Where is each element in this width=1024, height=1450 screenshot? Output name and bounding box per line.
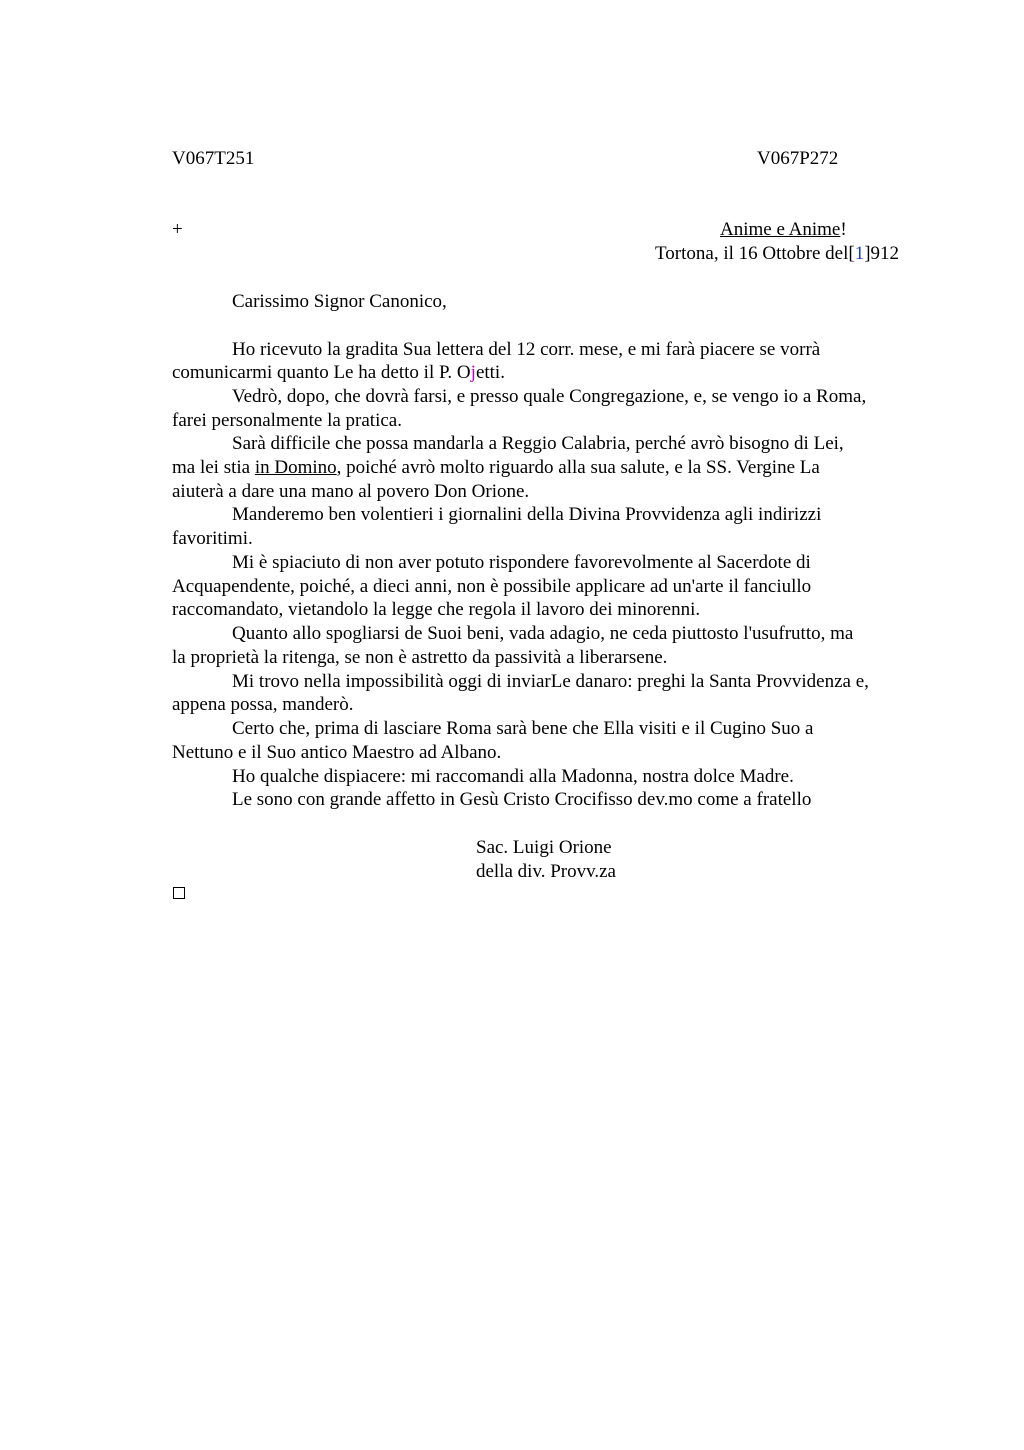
body-line: Mi trovo nella impossibilità oggi di inviarLe danaro: preghi la Santa Provvidenza e, [232, 671, 869, 692]
motto-underlined: Anime e Anime [720, 219, 841, 240]
body-line: Nettuno e il Suo antico Maestro ad Albano. [172, 742, 502, 763]
motto-exclamation: ! [840, 219, 847, 240]
motto [720, 218, 847, 242]
place-date [655, 242, 899, 266]
body-line: Ho qualche dispiacere: mi raccomandi alla Madonna, nostra dolce Madre. [232, 766, 794, 787]
latin-phrase: in Domino [254, 457, 337, 478]
editorial-note-marker: 1 [854, 243, 865, 264]
editorial-correction: j [470, 362, 476, 383]
body-line: Quanto allo spogliarsi de Suoi beni, vada adagio, ne ceda piuttosto l'usufrutto, ma [232, 623, 854, 644]
body-line: raccomandato, vietandolo la legge che regola il lavoro dei minorenni. [172, 599, 701, 620]
greeting: Carissimo Signor Canonico, [232, 291, 447, 312]
signature-name: Sac. Luigi Orione [476, 837, 612, 858]
body-line: Vedrò, dopo, che dovrà farsi, e presso quale Congregazione, e, se vengo io a Roma, [232, 386, 867, 407]
place-date-year: ]912 [864, 243, 900, 264]
body-text: ma lei stia [172, 457, 255, 478]
body-line: Certo che, prima di lasciare Roma sarà bene che Ella visiti e il Cugino Suo a [232, 718, 814, 739]
body-line [172, 456, 820, 480]
document-code-right: V067P272 [757, 148, 839, 169]
body-line: la proprietà la ritenga, se non è astretto da passività a liberarsene. [172, 647, 668, 668]
body-line: appena possa, manderò. [172, 694, 354, 715]
body-text: comunicarmi quanto Le ha detto il P. O [172, 362, 471, 383]
document-code-left: V067T251 [172, 148, 255, 169]
body-line: favoritimi. [172, 528, 253, 549]
place-date-text: Tortona, il 16 Ottobre del[ [655, 243, 855, 264]
body-line [172, 361, 505, 385]
body-line: farei personalmente la pratica. [172, 410, 402, 431]
body-line: Acquapendente, poiché, a dieci anni, non è possibile applicare ad un'arte il fanciullo [172, 576, 812, 597]
body-line: Ho ricevuto la gradita Sua lettera del 12 corr. mese, e mi farà piacere se vorrà [232, 339, 821, 360]
body-text: , poiché avrò molto riguardo alla sua salute, e la SS. Vergine La [336, 457, 820, 478]
body-text: etti. [475, 362, 505, 383]
body-line: Sarà difficile che possa mandarla a Reggio Calabria, perché avrò bisogno di Lei, [232, 433, 844, 454]
body-line: aiuterà a dare una mano al povero Don Orione. [172, 481, 530, 502]
cross-symbol: + [172, 219, 183, 240]
signature-title: della div. Provv.za [476, 861, 616, 882]
body-line: Manderemo ben volentieri i giornalini della Divina Provvidenza agli indirizzi [232, 504, 822, 525]
body-line: Mi è spiaciuto di non aver potuto rispondere favorevolmente al Sacerdote di [232, 552, 811, 573]
end-square-icon [173, 887, 185, 899]
body-line: Le sono con grande affetto in Gesù Cristo Crocifisso dev.mo come a fratello [232, 789, 812, 810]
